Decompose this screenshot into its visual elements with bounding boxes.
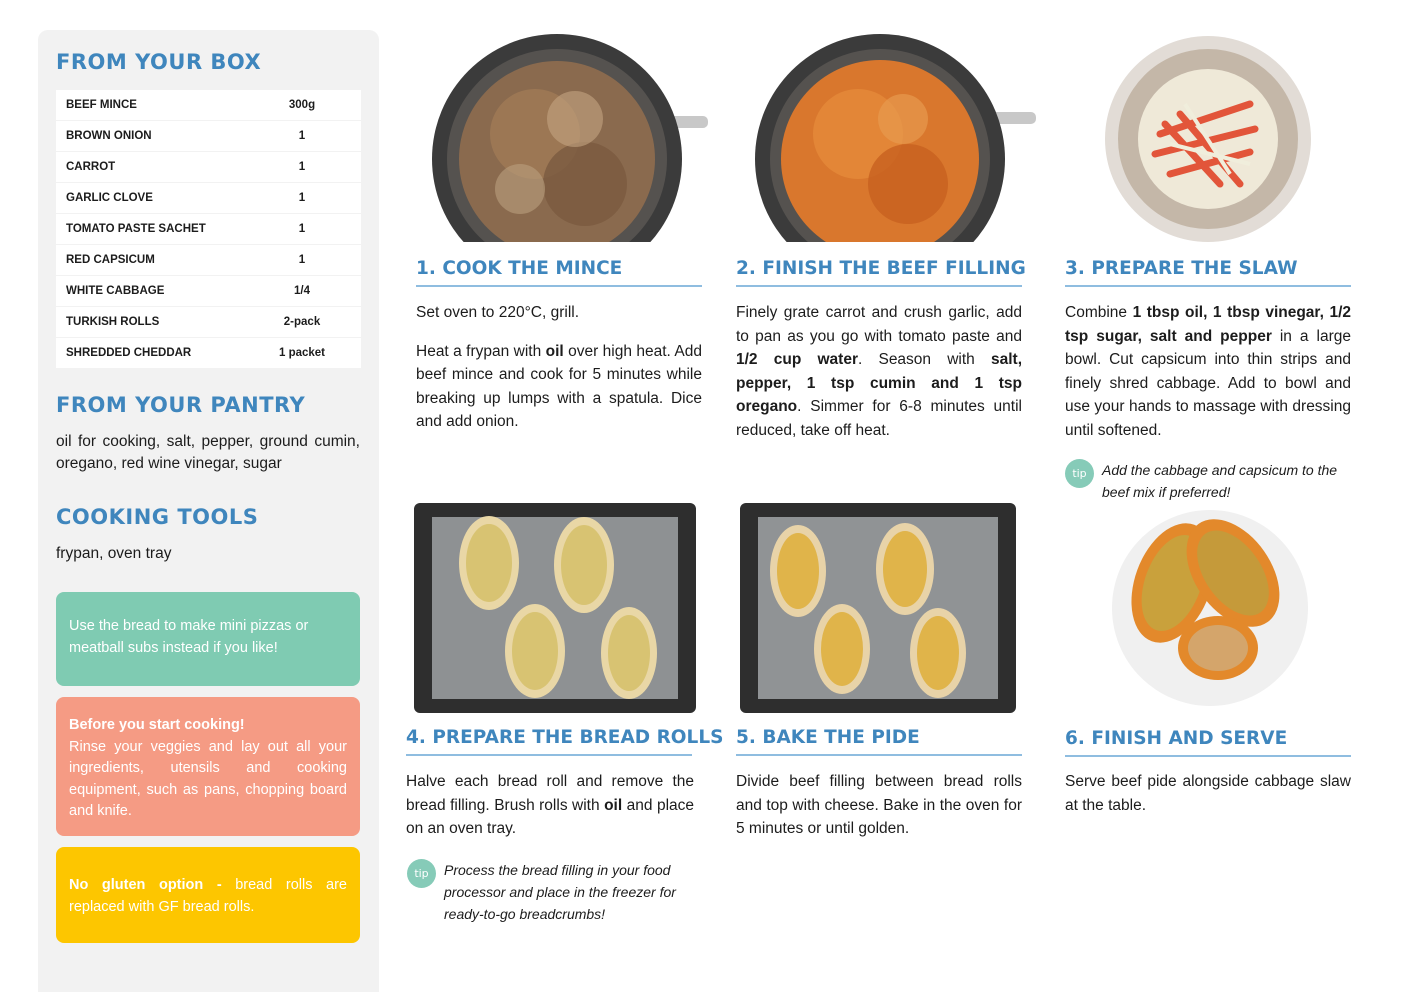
step4-title: 4. PREPARE THE BREAD ROLLS bbox=[406, 727, 692, 756]
tools-text: frypan, oven tray bbox=[56, 545, 172, 562]
step4-text: Halve each bread roll and remove the bread filling. Brush rolls with oil and place on an oven tray. bbox=[406, 773, 694, 837]
tools-title: COOKING TOOLS bbox=[56, 505, 259, 529]
step2-text: Finely grate carrot and crush garlic, add to pan as you go with tomato paste and 1/2 cup water. Season with salt, pepper, 1 tsp cumin and 1 tsp oregano. Simmer for 6-8 minutes until reduced, take off heat. bbox=[736, 304, 1023, 439]
before-cooking-title: Before you start cooking! bbox=[69, 717, 245, 733]
ingredient-row bbox=[56, 152, 361, 183]
tip-note-text: Use the bread to make mini pizzas or meatball subs instead if you like! bbox=[69, 618, 309, 656]
step1-text bbox=[416, 301, 702, 449]
ingredient-qty: 1 packet bbox=[243, 338, 361, 369]
step6-text: Serve beef pide alongside cabbage slaw at the table. bbox=[1065, 773, 1351, 814]
tip-badge-icon: tip bbox=[1065, 459, 1094, 488]
pantry-title: FROM YOUR PANTRY bbox=[56, 393, 306, 417]
step1-para2: Heat a frypan with oil over high heat. Add beef mince and cook for 5 minutes while breaking up lumps with a spatula. Dice and add onion. bbox=[416, 342, 702, 430]
ingredient-name: GARLIC CLOVE bbox=[56, 183, 243, 214]
step2-photo-beef-filling bbox=[748, 34, 1038, 244]
gluten-note bbox=[56, 847, 360, 943]
ingredient-qty: 300g bbox=[243, 90, 361, 121]
before-cooking-text: Rinse your veggies and lay out all your ingredients, utensils and cooking equipment, such as pans, chopping board and knife. bbox=[69, 738, 347, 819]
step6-title: 6. FINISH AND SERVE bbox=[1065, 728, 1351, 757]
ingredient-name: RED CAPSICUM bbox=[56, 245, 243, 276]
ingredient-name: TOMATO PASTE SACHET bbox=[56, 214, 243, 245]
gluten-text: bread rolls are replaced with GF bread rolls. bbox=[69, 877, 347, 915]
step5-photo-baked-pide bbox=[740, 503, 1016, 713]
pantry-text: oil for cooking, salt, pepper, ground cumin, oregano, red wine vinegar, sugar bbox=[56, 433, 360, 472]
tip-badge-icon: tip bbox=[407, 859, 436, 888]
ingredient-row bbox=[56, 183, 361, 214]
step3-tip-text: Add the cabbage and capsicum to the beef mix if preferred! bbox=[1102, 462, 1338, 500]
before-cooking-note bbox=[56, 697, 360, 836]
ingredient-qty: 2-pack bbox=[243, 307, 361, 338]
ingredient-qty: 1 bbox=[243, 214, 361, 245]
ingredient-row bbox=[56, 307, 361, 338]
ingredient-name: SHREDDED CHEDDAR bbox=[56, 338, 243, 369]
step5-text: Divide beef filling between bread rolls and top with cheese. Bake in the oven for 5 minutes or until golden. bbox=[736, 773, 1022, 837]
step1-title: 1. COOK THE MINCE bbox=[416, 258, 702, 287]
ingredient-row bbox=[56, 338, 361, 369]
ingredient-row bbox=[56, 276, 361, 307]
tip-note bbox=[56, 592, 360, 686]
step4-photo-bread-rolls bbox=[414, 503, 696, 713]
ingredient-name: TURKISH ROLLS bbox=[56, 307, 243, 338]
step5-title: 5. BAKE THE PIDE bbox=[736, 727, 1022, 756]
from-box-title: FROM YOUR BOX bbox=[56, 50, 262, 74]
ingredient-row bbox=[56, 214, 361, 245]
ingredient-name: BEEF MINCE bbox=[56, 90, 243, 121]
step2-title: 2. FINISH THE BEEF FILLING bbox=[736, 258, 1022, 287]
ingredient-row bbox=[56, 121, 361, 152]
step4-tip-text: Process the bread filling in your food processor and place in the freezer for ready-to-go breadcrumbs! bbox=[444, 862, 676, 922]
step6-photo-served-pide bbox=[1108, 508, 1313, 713]
ingredient-qty: 1 bbox=[243, 245, 361, 276]
ingredient-name: CARROT bbox=[56, 152, 243, 183]
ingredient-qty: 1 bbox=[243, 121, 361, 152]
step1-para1: Set oven to 220°C, grill. bbox=[416, 304, 580, 321]
ingredient-row bbox=[56, 245, 361, 276]
ingredient-row bbox=[56, 90, 361, 121]
ingredient-name: BROWN ONION bbox=[56, 121, 243, 152]
step3-photo-slaw-bowl bbox=[1100, 34, 1315, 244]
gluten-title: No gluten option - bbox=[69, 877, 222, 893]
ingredient-qty: 1/4 bbox=[243, 276, 361, 307]
step1-photo-mince-in-pan bbox=[425, 34, 710, 244]
ingredient-qty: 1 bbox=[243, 152, 361, 183]
ingredients-table bbox=[56, 90, 361, 369]
step3-text: Combine 1 tbsp oil, 1 tbsp vinegar, 1/2 tsp sugar, salt and pepper in a large bowl. Cut capsicum into thin strips and finely shred cabbage. Add to bowl and use your hands to massage with dressing until softened. bbox=[1065, 304, 1352, 439]
step3-title: 3. PREPARE THE SLAW bbox=[1065, 258, 1351, 287]
ingredient-qty: 1 bbox=[243, 183, 361, 214]
ingredient-name: WHITE CABBAGE bbox=[56, 276, 243, 307]
